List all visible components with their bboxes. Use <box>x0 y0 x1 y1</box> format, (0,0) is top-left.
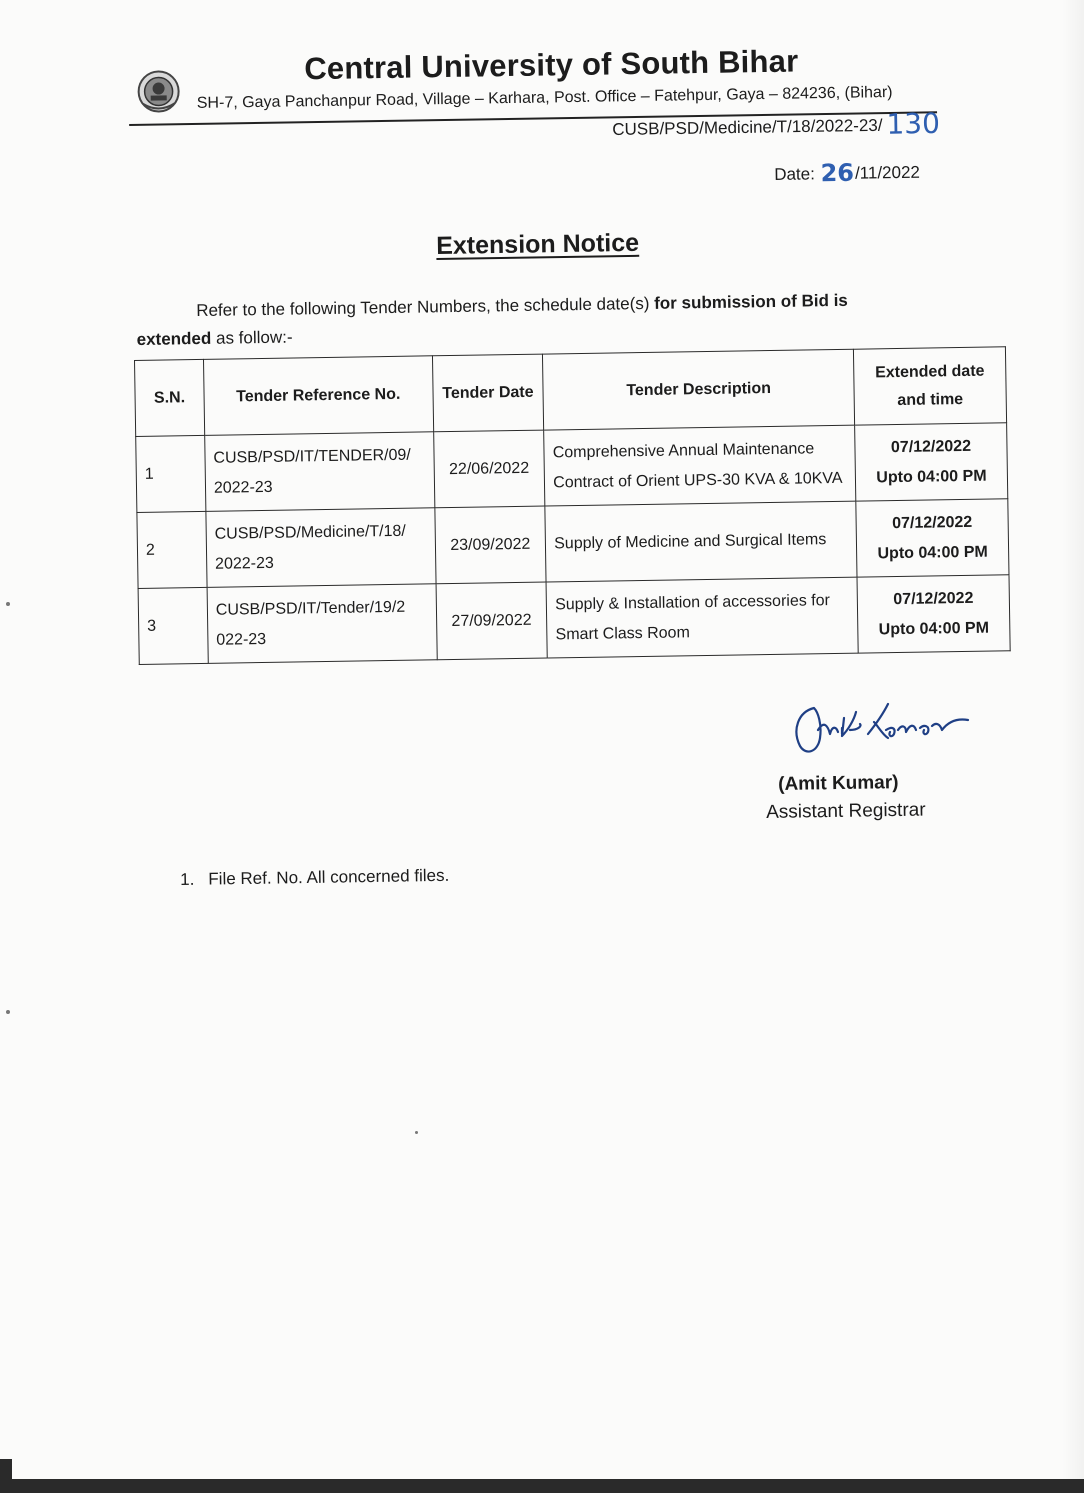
table-header-row <box>135 347 1007 437</box>
header-description: Tender Description <box>543 349 855 430</box>
scan-speck <box>6 1010 10 1014</box>
row-extended <box>856 499 1009 577</box>
row-date: 27/09/2022 <box>436 582 548 660</box>
row-extended <box>855 423 1008 501</box>
row-date: 23/09/2022 <box>434 506 546 584</box>
header-extended: Extended date and time <box>853 347 1006 425</box>
table-row <box>136 423 1008 513</box>
row-reference: CUSB/PSD/Medicine/T/18/ 2022-23 <box>206 508 436 588</box>
intro-paragraph <box>136 283 947 356</box>
reference-number <box>612 107 940 145</box>
intro-bold-1: for submission of Bid is <box>654 290 848 313</box>
row-date: 22/06/2022 <box>433 430 545 508</box>
university-emblem-icon <box>136 69 181 114</box>
row-sn: 2 <box>137 511 207 588</box>
row-extended-time: Upto 04:00 PM <box>878 619 990 638</box>
row-extended-date: 07/12/2022 <box>890 437 972 456</box>
row-extended-time: Upto 04:00 PM <box>877 543 988 562</box>
row-sn: 3 <box>138 587 208 664</box>
signatory-name: (Amit Kumar) <box>778 772 899 795</box>
intro-bold-2: extended <box>136 328 212 349</box>
tender-table <box>134 346 1011 665</box>
row-reference: CUSB/PSD/IT/Tender/19/2 022-23 <box>207 584 437 664</box>
intro-text-1: Refer to the following Tender Numbers, the schedule date(s) <box>196 293 655 321</box>
copy-item-number: 1. <box>180 869 195 889</box>
copy-to-list <box>180 866 449 890</box>
notice-title: Extension Notice <box>436 228 640 260</box>
row-extended-date: 07/12/2022 <box>892 513 973 532</box>
copy-item-text: File Ref. No. All concerned files. <box>208 865 450 889</box>
intro-text-2: as follow:- <box>211 327 293 348</box>
scan-speck <box>6 602 10 606</box>
header-date: Tender Date <box>432 354 544 432</box>
university-address: SH-7, Gaya Panchanpur Road, Village – Karhara, Post. Office – Fatehpur, Gaya – 824236, (Bihar) <box>196 83 893 112</box>
header-sn: S.N. <box>135 359 205 436</box>
row-description: Supply of Medicine and Surgical Items <box>545 501 857 582</box>
row-description: Comprehensive Annual Maintenance Contract of Orient UPS-30 KVA & 10KVA <box>544 425 856 506</box>
date-day-handwritten: 26 <box>820 158 855 188</box>
row-extended-date: 07/12/2022 <box>893 589 974 608</box>
university-name: Central University of South Bihar <box>304 43 799 87</box>
table-row <box>138 575 1010 665</box>
header-reference: Tender Reference No. <box>203 356 433 436</box>
reference-printed: CUSB/PSD/Medicine/T/18/2022-23/ <box>612 115 883 139</box>
issue-date <box>774 158 920 188</box>
row-sn: 1 <box>136 435 206 512</box>
row-extended <box>857 575 1010 653</box>
scan-border-bottom <box>0 1479 1084 1493</box>
date-rest: /11/2022 <box>854 162 921 183</box>
table-row <box>137 499 1009 589</box>
handwritten-signature <box>784 690 1024 760</box>
scan-shadow-right <box>1062 0 1084 1493</box>
row-extended-time: Upto 04:00 PM <box>876 467 987 486</box>
date-label: Date: <box>774 164 816 184</box>
scan-border-bottom-left <box>0 1459 12 1479</box>
row-reference: CUSB/PSD/IT/TENDER/09/ 2022-23 <box>205 432 435 512</box>
reference-handwritten-number: 130 <box>886 106 941 141</box>
row-description: Supply & Installation of accessories for Smart Class Room <box>546 577 858 658</box>
scan-speck <box>415 1131 418 1134</box>
signatory-designation: Assistant Registrar <box>766 799 926 823</box>
